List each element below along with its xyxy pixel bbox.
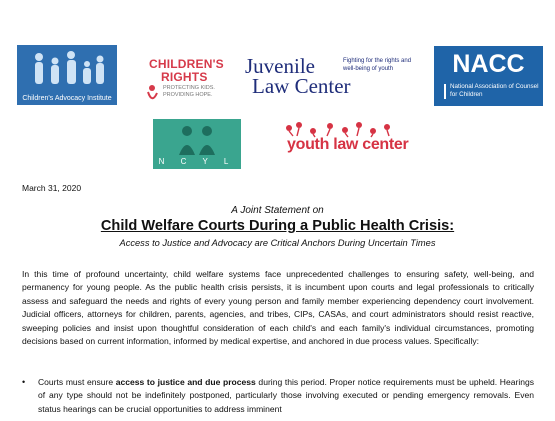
logo-youth-law-center <box>275 122 420 167</box>
logo-name: youth law center <box>287 136 409 153</box>
logo-tagline: PROTECTING KIDS. PROVIDING HOPE. <box>163 85 215 98</box>
bullet-item <box>38 376 534 416</box>
logo-full-name: National Association of Counsel for Children <box>450 83 539 98</box>
logo-ncyl <box>153 119 241 169</box>
logo-childrens-rights <box>143 52 223 104</box>
logo-juvenile-law-center <box>245 55 420 100</box>
document-title: Child Welfare Courts During a Public Health Crisis: <box>100 218 455 234</box>
bullet-rest: during this period. Proper notice requirements must be upheld. Hearings of any type should not be indefinitely postponed, particularly those involving executed or pending emergency removals. Even status hearings can be crucial opportunities to address imminent <box>38 377 534 414</box>
logo-name-line1: Juvenile <box>245 54 315 78</box>
family-figures-icon <box>25 48 109 92</box>
logo-name: CHILDREN'S RIGHTS <box>149 57 224 84</box>
logo-caption: Children's Advocacy Institute <box>22 95 112 102</box>
document-subtitle: Access to Justice and Advocacy are Critical Anchors During Uncertain Times <box>119 238 436 248</box>
logo-childrens-advocacy-institute <box>17 45 117 105</box>
children-silhouette-icon <box>167 123 227 157</box>
logo-divider <box>444 84 446 99</box>
document-date: March 31, 2020 <box>22 183 82 193</box>
logo-nacc <box>434 46 543 106</box>
bullet-lead: Courts must ensure <box>38 377 116 387</box>
logo-acronym: N C Y L <box>158 157 236 166</box>
logo-tagline: Fighting for the rights and well-being of youth <box>343 58 412 72</box>
bullet-marker: • <box>22 377 26 387</box>
logo-name-line2: Law Center <box>252 74 351 98</box>
intro-paragraph: In this time of profound uncertainty, child welfare systems face unprecedented challenges to ensuring safety, well-being, and permanency for young people. As the public health crisis persists, it is incumbent upon courts and legal professionals to critically assess and safeguard the needs and rights of every young person and family member experiencing dependency court involvement. Judicial officers, attorneys for children, parents, agencies, and tribes, CIPs, CASAs, and court administrators should resist reactive, sweeping policies and insist upon thoughtful consideration of each child's and each family's individual circumstances, promoting decisions based on current information, informed by medical expertise, and anchored in due process values. Specifically: <box>22 269 534 347</box>
bullet-emphasis: access to justice and due process <box>115 377 256 387</box>
logo-acronym: NACC <box>452 50 525 78</box>
document-kicker: A Joint Statement on <box>231 205 324 216</box>
